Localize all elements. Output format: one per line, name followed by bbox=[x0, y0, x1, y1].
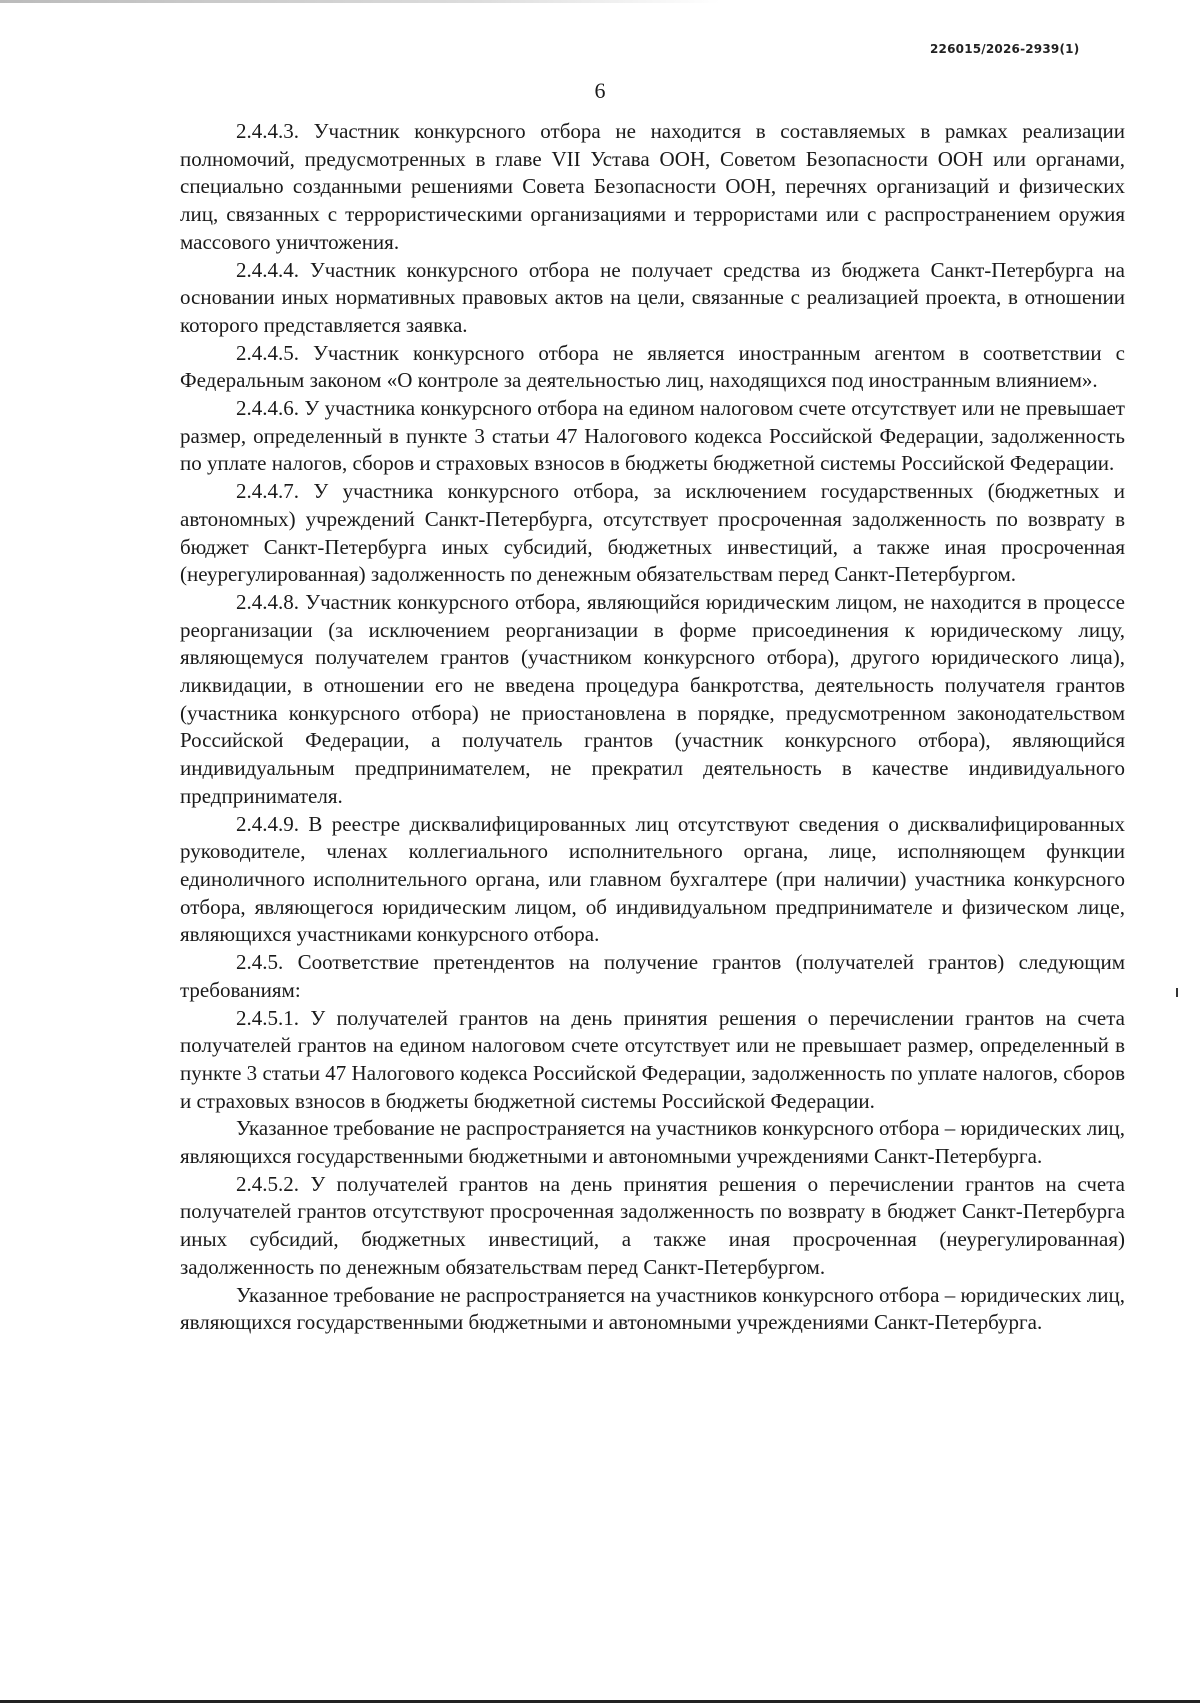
scan-edge-top bbox=[0, 0, 1200, 3]
document-body bbox=[180, 118, 1125, 1337]
scan-margin-mark bbox=[1176, 988, 1178, 997]
page-number: 6 bbox=[594, 78, 606, 103]
document-id: 226015/2026-2939(1) bbox=[930, 42, 1080, 56]
paragraph-2-4-4-8: 2.4.4.8. Участник конкурсного отбора, являющийся юридическим лицом, не находится в процессе реорганизации (за исключением реорганизации в форме присоединения к юридическому лицу, являющемуся получателем грантов (участником конкурсного отбора), другого юридического лица), ликвидации, в отношении его не введена процедура банкротства, деятельность получателя грантов (участника конкурсного отбора) не приостановлена в порядке, предусмотренном законодательством Российской Федерации, а получатель грантов (участник конкурсного отбора), являющийся индивидуальным предпринимателем, не прекратил деятельность в качестве индивидуального предпринимателя. bbox=[180, 589, 1125, 808]
paragraph-2-4-5-2: 2.4.5.2. У получателей грантов на день принятия решения о перечислении грантов на счета получателей грантов отсутствуют просроченная задолженность по возврату в бюджет Санкт-Петербурга иных субсидий, бюджетных инвестиций, а также иная просроченная (неурегулированная) задолженность по денежным обязательствам перед Санкт-Петербургом. bbox=[180, 1171, 1125, 1279]
paragraph-2-4-4-4: 2.4.4.4. Участник конкурсного отбора не получает средства из бюджета Санкт-Петербурга на основании иных нормативных правовых актов на цели, связанные с реализацией проекта, в отношении которого представляется заявка. bbox=[180, 257, 1125, 337]
paragraph-2-4-4-6: 2.4.4.6. У участника конкурсного отбора на едином налоговом счете отсутствует или не превышает размер, определенный в пункте 3 статьи 47 Налогового кодекса Российской Федерации, задолженность по уплате налогов, сборов и страховых взносов в бюджеты бюджетной системы Российской Федерации. bbox=[180, 396, 1125, 476]
scan-edge-bottom bbox=[0, 1700, 1200, 1703]
paragraph-exception-note-2: Указанное требование не распространяется на участников конкурсного отбора – юридических лиц, являющихся государственными бюджетными и автономными учреждениями Санкт-Петербурга. bbox=[180, 1282, 1125, 1335]
paragraph-2-4-4-9: 2.4.4.9. В реестре дисквалифицированных лиц отсутствуют сведения о дисквалифицированных руководителе, членах коллегиального исполнительного органа, лице, исполняющем функции единоличного исполнительного органа, или главном бухгалтере (при наличии) участника конкурсного отбора, являющегося юридическим лицом, об индивидуальном предпринимателе и физическом лице, являющихся участниками конкурсного отбора. bbox=[180, 811, 1125, 947]
paragraph-exception-note-1: Указанное требование не распространяется на участников конкурсного отбора – юридических лиц, являющихся государственными бюджетными и автономными учреждениями Санкт-Петербурга. bbox=[180, 1116, 1125, 1169]
paragraph-2-4-5-1: 2.4.5.1. У получателей грантов на день принятия решения о перечислении грантов на счета получателей грантов на едином налоговом счете отсутствует или не превышает размер, определенный в пункте 3 статьи 47 Налогового кодекса Российской Федерации, задолженность по уплате налогов, сборов и страховых взносов в бюджеты бюджетной системы Российской Федерации. bbox=[180, 1005, 1125, 1113]
paragraph-2-4-4-7: 2.4.4.7. У участника конкурсного отбора, за исключением государственных (бюджетных и автономных) учреждений Санкт-Петербурга, отсутствует просроченная задолженность по возврату в бюджет Санкт-Петербурга иных субсидий, бюджетных инвестиций, а также иная просроченная (неурегулированная) задолженность по денежным обязательствам перед Санкт-Петербургом. bbox=[180, 479, 1125, 587]
paragraph-2-4-5: 2.4.5. Соответствие претендентов на получение грантов (получателей грантов) следующим требованиям: bbox=[180, 950, 1125, 1002]
paragraph-2-4-4-5: 2.4.4.5. Участник конкурсного отбора не является иностранным агентом в соответствии с Федеральным законом «О контроле за деятельностью лиц, находящихся под иностранным влиянием». bbox=[180, 340, 1125, 393]
paragraph-2-4-4-3: 2.4.4.3. Участник конкурсного отбора не находится в составляемых в рамках реализации полномочий, предусмотренных в главе VII Устава ООН, Советом Безопасности ООН или органами, специально созданными решениями Совета Безопасности ООН, перечнях организаций и физических лиц, связанных с террористическими организациями и террористами или с распространением оружия массового уничтожения. bbox=[180, 119, 1125, 254]
